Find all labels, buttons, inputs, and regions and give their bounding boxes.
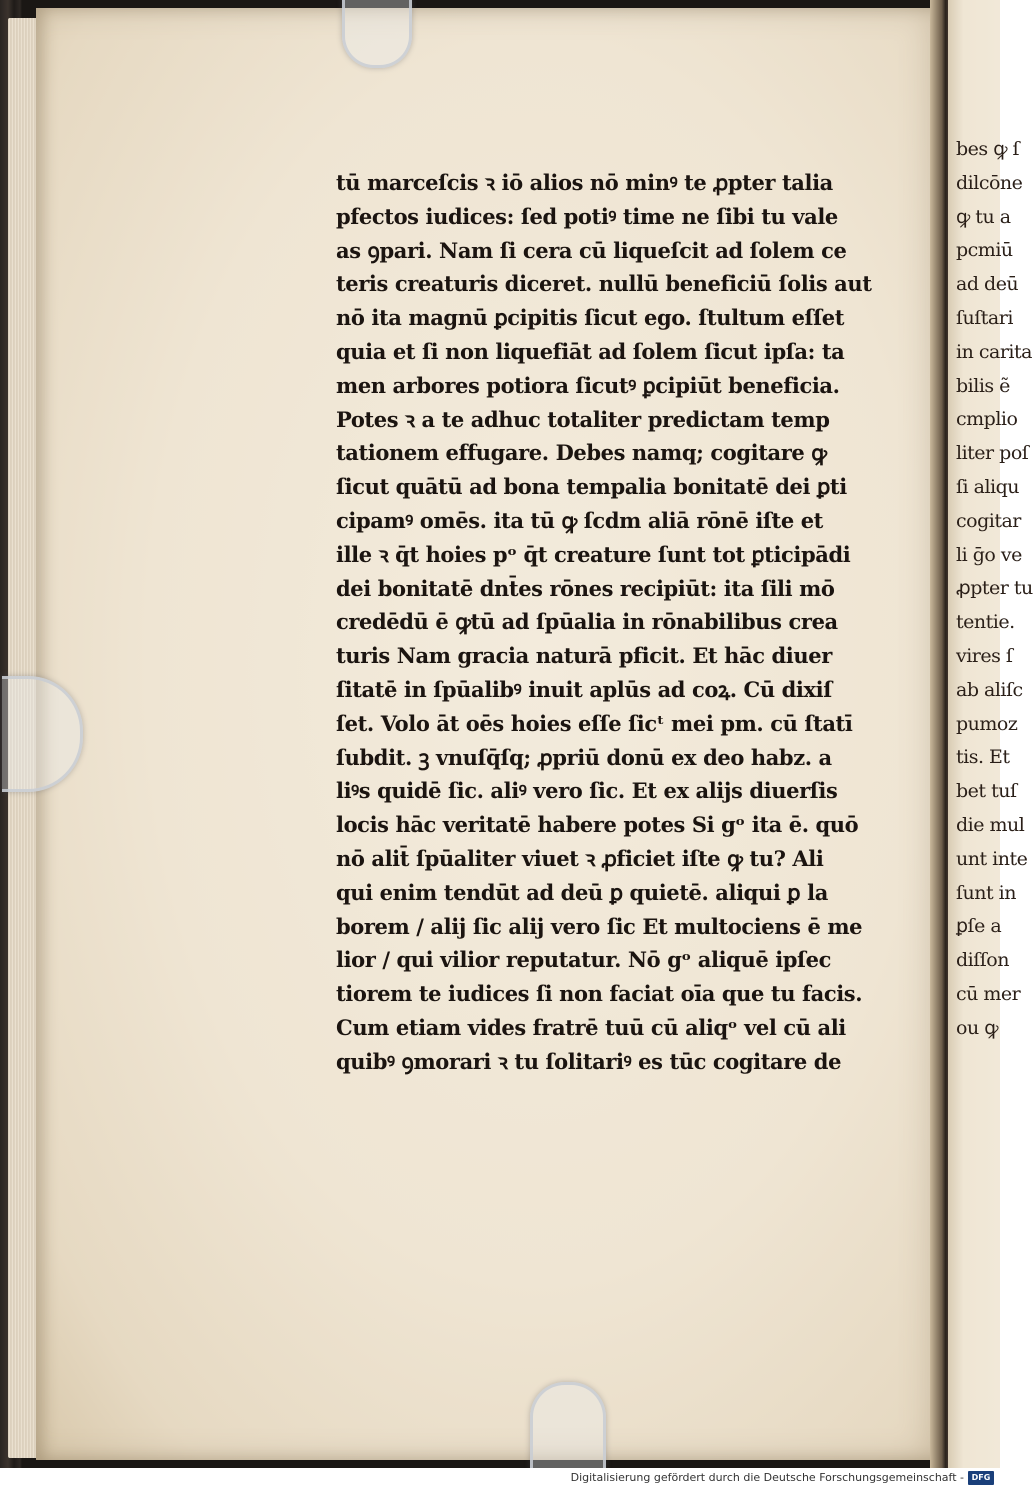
text-line: ſicut quātū ad bona tempalia bonitatē dei ꝑti	[336, 474, 847, 500]
text-line: quibꝰ ꝯmorari ꝛ tu ſolitariꝰ es tūc cogitare de	[336, 1048, 842, 1074]
funding-note: Digitalisierung gefördert durch die Deutsche Forschungsgemeinschaft -	[570, 1471, 964, 1484]
facing-page-line: dilcōne	[956, 171, 1023, 194]
facing-page-line: pumoz	[956, 712, 1018, 735]
text-line: tū marceſcis ꝛ iō alios nō minꝰ te ꝓpter talia	[336, 170, 833, 195]
dfg-logo: DFG	[968, 1471, 994, 1485]
facing-page-line: bet tuſ	[956, 780, 1017, 803]
text-line: ſet. Volo āt oēs hoies eſſe ſicᵗ mei pm. cū ſtatī	[336, 710, 853, 736]
book-clamp-top	[342, 0, 412, 68]
facing-page-line: ſuſtari	[956, 307, 1013, 329]
text-line: borem / alij ſic alij vero ſic Et multociens ē me	[336, 913, 863, 939]
text-line: Cum etiam vides fratrē tuū cū aliqᵒ vel cū ali	[336, 1014, 846, 1040]
text-line: ille ꝛ q̄t hoies pᵒ q̄t creature ſunt tot ꝑticipādi	[336, 541, 851, 567]
facing-page-line: cū mer	[956, 983, 1021, 1005]
facing-page-line: bes ꝙ ſ	[956, 138, 1020, 160]
text-line: Potes ꝛ a te adhuc totaliter predictam temp	[336, 406, 830, 432]
facing-page-line: cmplio	[956, 408, 1018, 431]
facing-page-line: vires ſ	[956, 645, 1013, 667]
text-line: ſubdit. ꝫ vnuſq̄ſq; ꝓpriū donū ex deo habz. a	[336, 744, 832, 770]
facing-page-line: ſi aliqu	[956, 476, 1020, 498]
text-line: locis hāc veritatē habere potes Si gᵒ ita ē. quō	[336, 812, 859, 838]
book-clamp-bottom	[530, 1382, 606, 1478]
facing-page-line: ou ꝙ	[956, 1016, 998, 1039]
facing-page-line: liter poſ	[956, 442, 1029, 465]
facing-page-line: bilis ẽ	[956, 374, 1010, 397]
facing-page-line: tis. Et	[956, 746, 1010, 769]
facing-page-edge	[948, 0, 1033, 1468]
facing-page-line: tentie.	[956, 611, 1015, 634]
facing-page-line: unt inte	[956, 847, 1028, 870]
main-text-block	[336, 166, 882, 1079]
facing-page-line: cogitar	[956, 509, 1021, 532]
facing-page-line: ad deū	[956, 273, 1019, 296]
text-line: tiorem te iudices ſi non faciat oīa que tu facis.	[336, 981, 863, 1007]
facing-page-line: ſunt in	[956, 881, 1016, 904]
text-line: turis Nam gracia naturā pficit. Et hāc diuer	[336, 643, 832, 669]
facing-page-line: die mul	[956, 814, 1025, 836]
facing-page-line: ab aliſc	[956, 678, 1023, 701]
text-line: liꝰs quidē ſic. aliꝰ vero ſic. Et ex alijs diuerſis	[336, 778, 838, 804]
text-line: qui enim tendūt ad deū ꝑ quietē. aliqui ꝑ la	[336, 879, 828, 905]
text-line: cipamꝰ omēs. ita tū ꝙ ſcdm aliā rōnē iſte et	[336, 507, 823, 533]
text-line: credēdū ē ꝙtū ad ſpūalia in rōnabilibus crea	[336, 609, 838, 635]
text-line: men arbores potiora ſicutꝰ ꝑcipiūt beneficia.	[336, 372, 840, 398]
text-line: quia et ſi non liquefiāt ad ſolem ſicut ipſa: ta	[336, 338, 845, 364]
facing-page-line: pcmiū	[956, 239, 1013, 262]
text-line: pfectos iudices: ſed potiꝰ time ne ſibi tu vale	[336, 203, 838, 229]
text-line: lior / qui vilior reputatur. Nō gᵒ aliquē ipſec	[336, 947, 832, 973]
facing-page-line: ꝙ tu a	[956, 205, 1011, 228]
footer-bar	[0, 1468, 1000, 1488]
text-line: ſitatē in ſpūalibꝰ inuit aplūs ad coꝝ. Cū dixiſ	[336, 676, 832, 702]
text-line: nō alit̄ ſpūaliter viuet ꝛ ꝓficiet iſte ꝙ tu? Ali	[336, 845, 824, 871]
facing-page-line: ꝓpter tu	[956, 577, 1033, 600]
text-line: as ꝯpari. Nam ſi cera cū liqueſcit ad ſolem ce	[336, 237, 847, 263]
text-line: tationem effugare. Debes namq; cogitare ꝙ	[336, 440, 827, 466]
facing-page-line: in carita	[956, 340, 1032, 363]
text-line: dei bonitatē dnt̄es rōnes recipiūt: ita ſili mō	[336, 575, 835, 601]
facing-page-line: ꝑſe a	[956, 915, 1002, 938]
text-line: nō ita magnū ꝑcipitis ſicut ego. ſtultum eſſet	[336, 305, 845, 331]
facing-page-line: diſſon	[956, 949, 1009, 972]
facing-page-line: li ḡo ve	[956, 543, 1022, 566]
text-line: teris creaturis diceret. nullū beneficiū ſolis aut	[336, 271, 872, 297]
